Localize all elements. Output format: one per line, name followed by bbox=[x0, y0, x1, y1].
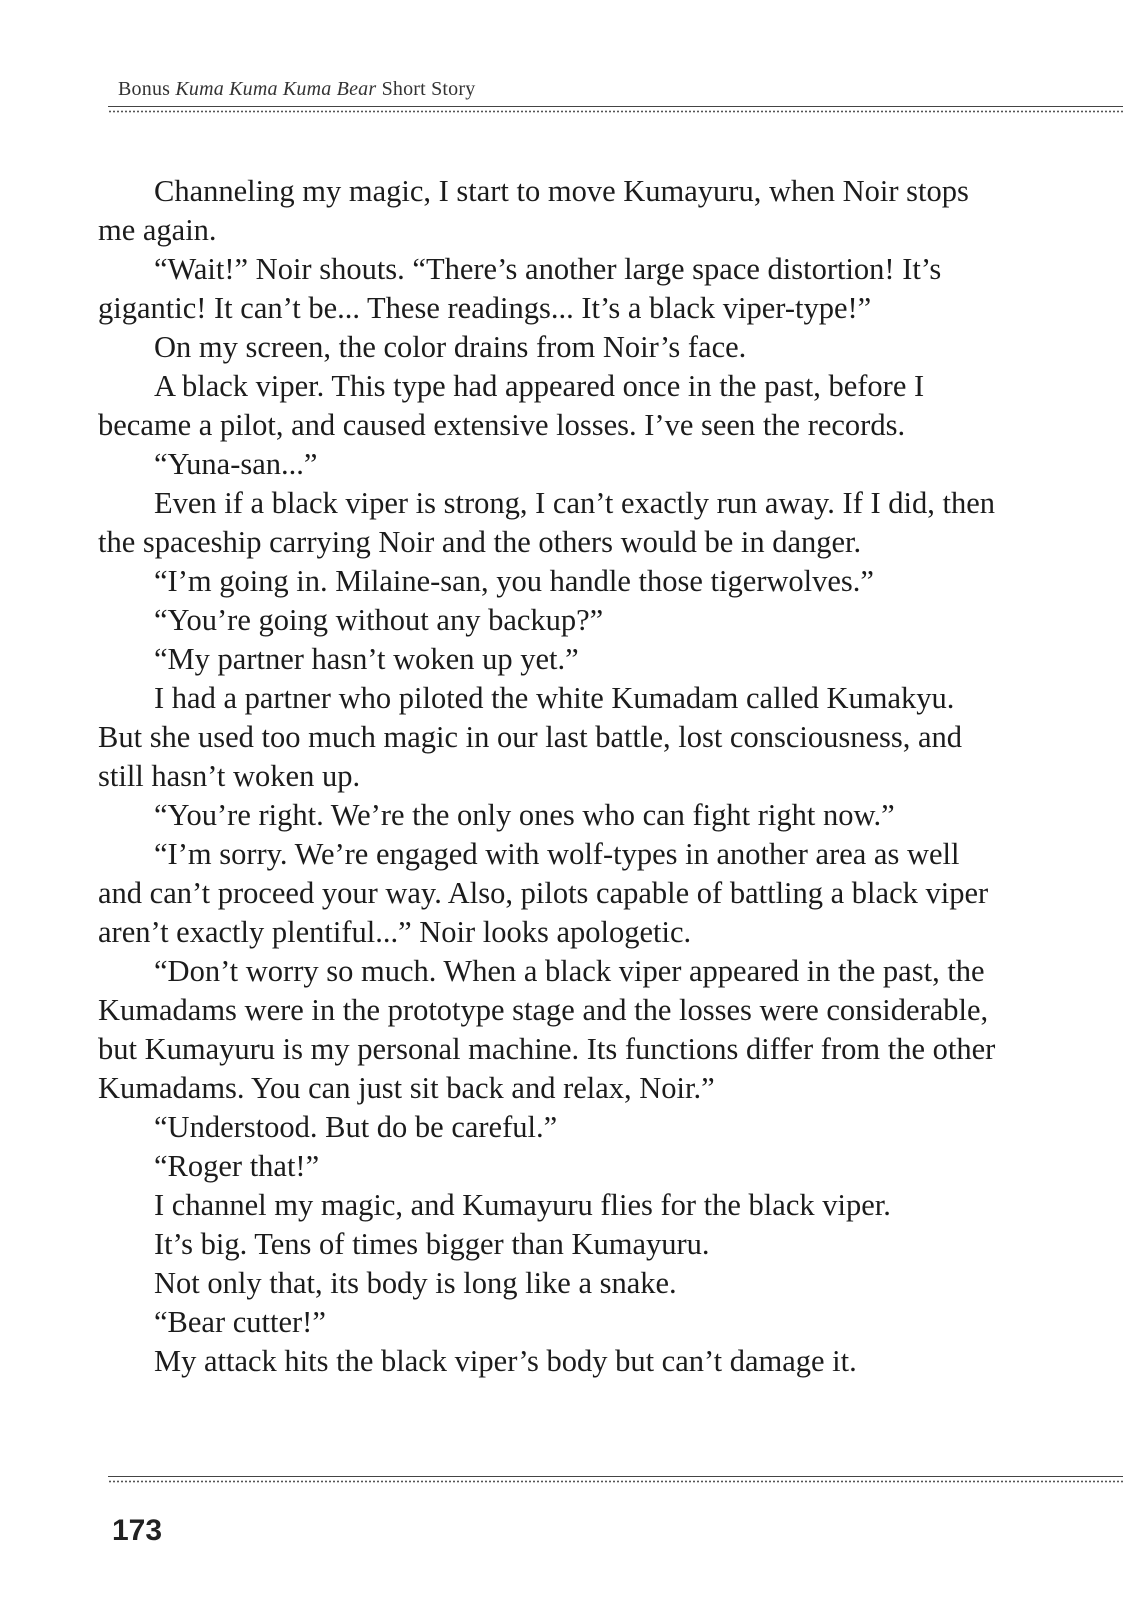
header-suffix: Short Story bbox=[381, 78, 476, 100]
paragraph: It’s big. Tens of times bigger than Kumayuru. bbox=[154, 1227, 710, 1261]
body-text bbox=[98, 172, 998, 1381]
paragraph: I had a partner who piloted the white Kumadam called Kumakyu. But she used too much magic in our last battle, lost consciousness, and still hasn’t woken up. bbox=[98, 681, 963, 793]
header-prefix: Bonus bbox=[118, 78, 171, 100]
paragraph: On my screen, the color drains from Noir’s face. bbox=[154, 330, 747, 364]
paragraph: I channel my magic, and Kumayuru flies for the black viper. bbox=[154, 1188, 891, 1222]
page-number: 173 bbox=[112, 1514, 163, 1547]
paragraph: My attack hits the black viper’s body but can’t damage it. bbox=[154, 1344, 857, 1378]
paragraph: “I’m going in. Milaine-san, you handle those tigerwolves.” bbox=[154, 564, 874, 598]
paragraph: “Bear cutter!” bbox=[154, 1305, 326, 1339]
paragraph: “Wait!” Noir shouts. “There’s another large space distortion! It’s gigantic! It can’t be... These readings... It’s a black viper-type!” bbox=[98, 252, 942, 325]
header-series-title: Kuma Kuma Kuma Bear bbox=[175, 78, 377, 100]
paragraph: “Don’t worry so much. When a black viper appeared in the past, the Kumadams were in the prototype stage and the losses were considerable, but Kumayuru is my personal machine. Its functions differ from the other Kumadams. You can just sit back and relax, Noir.” bbox=[98, 954, 996, 1105]
paragraph: A black viper. This type had appeared once in the past, before I became a pilot, and caused extensive losses. I’ve seen the records. bbox=[98, 369, 925, 442]
paragraph: Channeling my magic, I start to move Kumayuru, when Noir stops me again. bbox=[98, 174, 969, 247]
header-rule bbox=[108, 106, 1123, 112]
paragraph: “I’m sorry. We’re engaged with wolf-types in another area as well and can’t proceed your way. Also, pilots capable of battling a black viper aren’t exactly plentiful...” Noir looks apologetic. bbox=[98, 837, 989, 949]
running-header bbox=[118, 78, 475, 101]
paragraph: “Roger that!” bbox=[154, 1149, 320, 1183]
paragraph: “You’re going without any backup?” bbox=[154, 603, 604, 637]
paragraph: “Yuna-san...” bbox=[154, 447, 318, 481]
paragraph: “My partner hasn’t woken up yet.” bbox=[154, 642, 579, 676]
paragraph: Not only that, its body is long like a snake. bbox=[154, 1266, 677, 1300]
paragraph: “Understood. But do be careful.” bbox=[154, 1110, 558, 1144]
paragraph: “You’re right. We’re the only ones who can fight right now.” bbox=[154, 798, 895, 832]
paragraph: Even if a black viper is strong, I can’t exactly run away. If I did, then the spaceship carrying Noir and the others would be in danger. bbox=[98, 486, 995, 559]
footer-rule bbox=[108, 1476, 1123, 1482]
